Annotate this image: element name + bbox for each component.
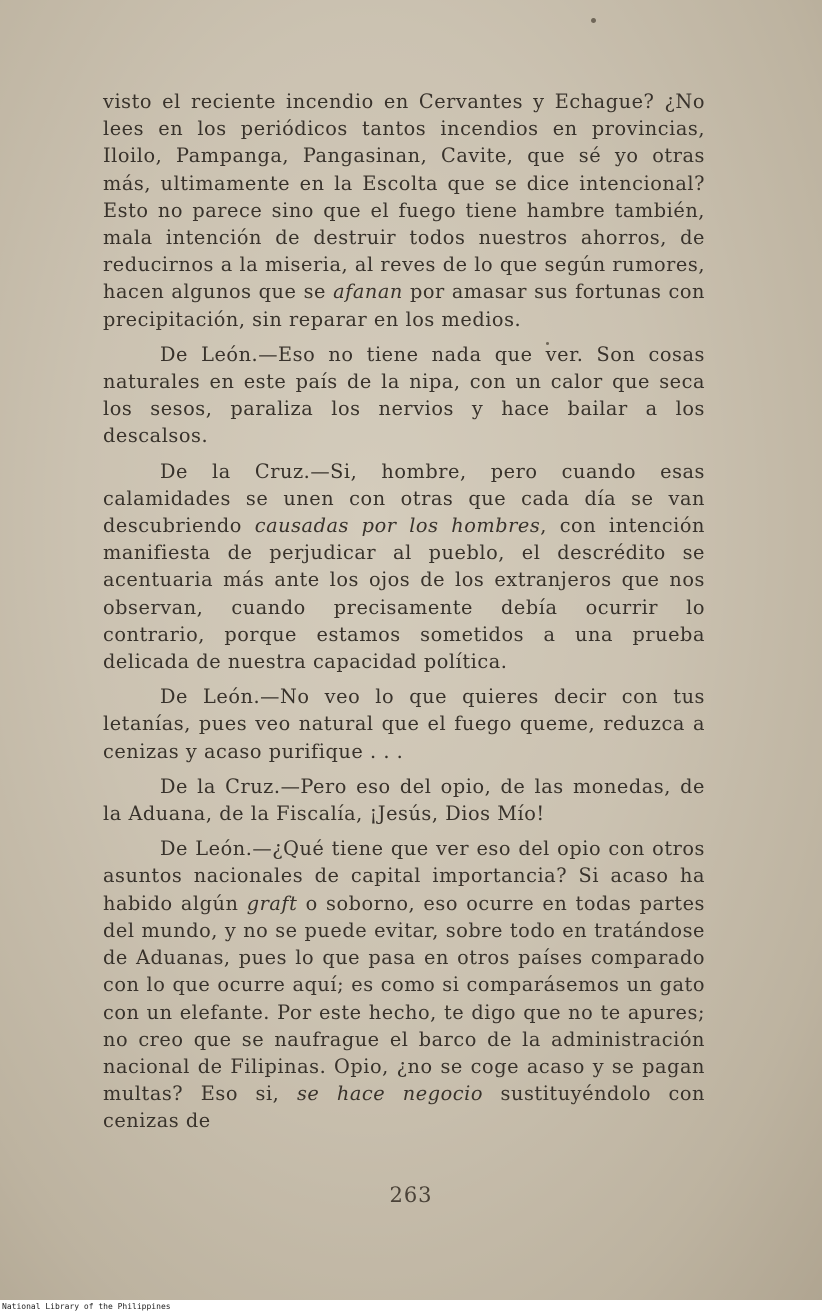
- speck-mark: [591, 18, 596, 23]
- paragraph: De León.—No veo lo que quieres decir con tus letanías, pues veo natural que el fuego queme, reduzca a cenizas y acaso purifique . . .: [103, 685, 705, 763]
- paragraph: De la Cruz.—Si, hombre, pero cuando esas calamidades se unen con otras que cada día se van descubriendo causadas por los hombres, con intención manifiesta de perjudicar al pueblo, el descrédito se acentuaria más ante los ojos de los extranjeros que nos observan, cuando precisamente debía ocurrir lo contrario, porque estamos sometidos a una prueba delicada de nuestra capacidad política.: [103, 459, 705, 674]
- italic-text: se hace negocio: [296, 1082, 483, 1106]
- paragraph: De León.—¿Qué tiene que ver eso del opio con otros asuntos nacionales de capital importancia? Si acaso ha habido algún graft o soborno, eso ocurre en todas partes del mundo, y no se puede evitar, sobre todo en tratándose de Aduanas, pues lo que pasa en otros países comparado con lo que ocurre aquí; es como si comparásemos un gato con un elefante. Por este hecho, te digo que no te apures; no creo que se naufrague el barco de la administración nacional de Filipinas. Opio, ¿no se coge acaso y se pagan multas? Eso si, se hace negocio sustituyéndolo con cenizas de: [103, 837, 706, 1133]
- italic-text: graft: [246, 891, 298, 915]
- italic-text: causadas por los hombres: [254, 514, 541, 538]
- body-text: [103, 88, 705, 1143]
- italic-text: afanan: [333, 280, 403, 304]
- page-number: 263: [389, 1183, 433, 1207]
- paragraph: De León.—Eso no tiene nada que ver. Son cosas naturales en este país de la nipa, con un calor que seca los sesos, paraliza los nervios y hace bailar a los descalsos.: [103, 342, 705, 448]
- footer-credit: National Library of the Philippines: [2, 1302, 171, 1311]
- paragraph: De la Cruz.—Pero eso del opio, de las monedas, de la Aduana, de la Fiscalía, ¡Jesús, Dios Mío!: [103, 774, 705, 826]
- paragraph: visto el reciente incendio en Cervantes y Echague? ¿No lees en los periódicos tantos incendios en provincias, Iloilo, Pampanga, Pangasinan, Cavite, que sé yo otras más, ultimamente en la Escolta que se dice intencional? Esto no parece sino que el fuego tiene hambre también, mala intención de destruir todos nuestros ahorros, de reducirnos a la miseria, al reves de lo que según rumores, hacen algunos que se afanan por amasar sus fortunas con precipitación, sin reparar en los medios.: [103, 90, 705, 331]
